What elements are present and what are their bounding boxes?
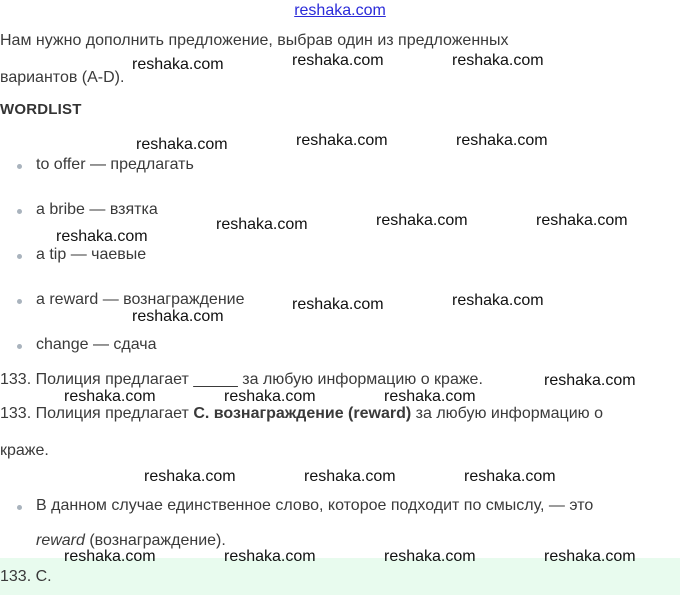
bullet-icon <box>17 299 22 304</box>
answer-highlight: С. вознаграждение (reward) <box>193 405 412 422</box>
explanation-term: reward <box>36 532 85 549</box>
watermark: reshaka.com <box>292 52 384 69</box>
watermark: reshaka.com <box>144 468 236 485</box>
intro-line-1: Нам нужно дополнить предложение, выбрав один из предложенных <box>0 32 509 49</box>
wordlist-heading: WORDLIST <box>0 101 82 118</box>
bullet-icon <box>17 209 22 214</box>
answer-sentence-start: 133. Полиция предлагает <box>0 405 194 422</box>
watermark: reshaka.com <box>216 216 308 233</box>
watermark: reshaka.com <box>464 468 556 485</box>
watermark: reshaka.com <box>296 132 388 149</box>
watermark: reshaka.com <box>304 468 396 485</box>
watermark: reshaka.com <box>132 308 224 325</box>
watermark: reshaka.com <box>452 52 544 69</box>
wordlist-item: a reward — вознаграждение <box>36 291 245 308</box>
watermark: reshaka.com <box>376 212 468 229</box>
bullet-icon <box>17 164 22 169</box>
watermark: reshaka.com <box>224 388 316 405</box>
intro-line-2: вариантов (A-D). <box>0 69 125 86</box>
answer-sentence-end: за любую информацию о <box>411 405 603 422</box>
site-header-link[interactable]: reshaka.com <box>294 2 386 19</box>
watermark: reshaka.com <box>544 372 636 389</box>
watermark: reshaka.com <box>224 548 316 565</box>
watermark: reshaka.com <box>456 132 548 149</box>
watermark: reshaka.com <box>544 548 636 565</box>
watermark: reshaka.com <box>132 56 224 73</box>
question-text: 133. Полиция предлагает _____ за любую информацию о краже. <box>0 371 483 388</box>
watermark: reshaka.com <box>452 292 544 309</box>
watermark: reshaka.com <box>384 548 476 565</box>
bullet-icon <box>17 344 22 349</box>
watermark: reshaka.com <box>64 548 156 565</box>
watermark: reshaka.com <box>384 388 476 405</box>
answer-sentence <box>0 405 603 423</box>
bullet-icon <box>17 505 22 510</box>
watermark: reshaka.com <box>536 212 628 229</box>
watermark: reshaka.com <box>64 388 156 405</box>
final-answer: 133. С. <box>0 568 52 585</box>
wordlist-item: a tip — чаевые <box>36 246 147 263</box>
answer-sentence-line-2: краже. <box>0 442 49 459</box>
watermark: reshaka.com <box>136 136 228 153</box>
watermark: reshaka.com <box>56 228 148 245</box>
wordlist-item: change — сдача <box>36 336 157 353</box>
watermark: reshaka.com <box>292 296 384 313</box>
bullet-icon <box>17 254 22 259</box>
wordlist-item: to offer — предлагать <box>36 156 194 173</box>
explanation-rest: (вознаграждение). <box>84 532 226 549</box>
explanation-line-1: В данном случае единственное слово, которое подходит по смыслу, — это <box>36 497 594 514</box>
wordlist-item: a bribe — взятка <box>36 201 158 218</box>
